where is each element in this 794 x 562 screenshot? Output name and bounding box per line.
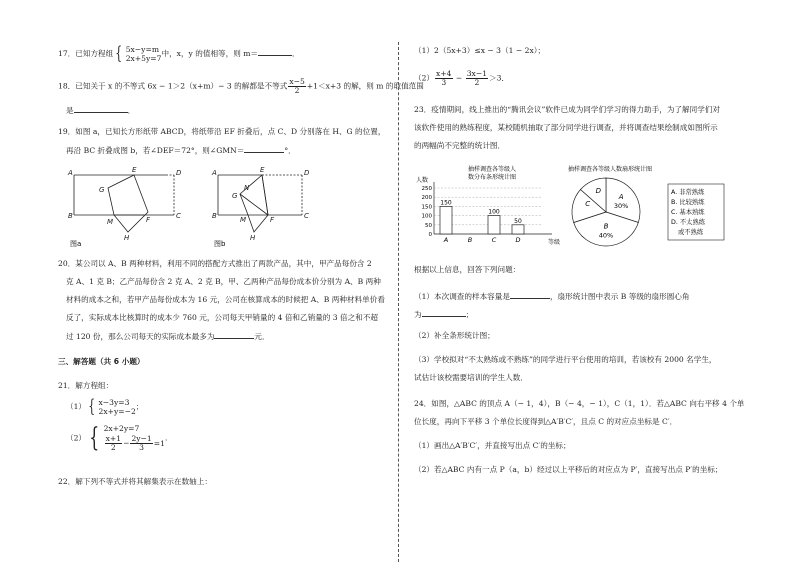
bar-A: [440, 206, 452, 234]
q18-end: ．: [127, 106, 136, 115]
y-tick-label: 100: [421, 213, 432, 220]
q17-prefix: 17．已知方程组: [58, 49, 114, 58]
label-E: E: [132, 166, 137, 174]
q24-sub1: （1）画出△A′B′C′，并直接写出点 C′的坐标；: [414, 441, 571, 450]
q17-eq1: 5x−y=m: [125, 45, 160, 54]
q23-after: 根据以上信息，回答下列问题：: [414, 265, 521, 274]
brace: {: [89, 423, 100, 453]
x-tick-C: C: [491, 236, 497, 244]
fraction: $\frac{3x-1}{2}$: [466, 69, 488, 87]
brace: {: [88, 396, 96, 417]
fraction: $\frac{2y-1}{3}$: [131, 434, 152, 452]
q18-text: 18．已知关于 x 的不等式 6x − 1＞2（x+m）− 3 的解都是不等式: [58, 81, 288, 91]
question-18-line2: [66, 104, 135, 116]
x-axis-label: 等级: [548, 239, 561, 246]
label-M: M: [240, 216, 247, 224]
data-label-D: 50: [514, 217, 522, 225]
part-label: （2）: [66, 433, 87, 443]
pie-title: 抽样调查各等级人数扇形统计图: [568, 166, 653, 173]
period: ．: [164, 433, 173, 442]
y-tick-label: 50: [425, 222, 432, 229]
q18-fraction: [288, 78, 305, 95]
x-tick-A: A: [443, 236, 449, 244]
answer-blank[interactable]: [258, 47, 292, 56]
q24-sub2: （2）若△ABC 内有一点 P（a，b）经过以上平移后的对应点为 P′，直接写出点 P′的坐标；: [414, 465, 723, 474]
x-tick-D: D: [515, 236, 521, 244]
question-19: 19．如图 a，已知长方形纸带 ABCD，将纸带沿 EF 折叠后，点 C、D 分别落在 H、G 的位置，: [58, 127, 386, 136]
label-H: H: [250, 234, 256, 242]
chart-title-line2: 数分布条形统计图: [467, 174, 517, 181]
q23-sub1: [414, 290, 689, 302]
question-21: 21．解方程组：: [58, 381, 114, 390]
q17-system: [126, 45, 162, 63]
pie-percent-B: 40%: [598, 231, 614, 240]
q23-s1: （1）本次调查的样本容量是: [414, 292, 510, 301]
legend-item: D. 不太熟练: [671, 219, 706, 226]
question-20-l2: 克 A、1 克 B；乙产品每份含 2 克 A、2 克 B，甲、乙两种产品每份成本价分别为 A、B 两种: [66, 277, 381, 286]
q17-eq2: 2x+5y=7: [125, 54, 162, 63]
figure-a: [66, 160, 196, 248]
caption-b: 图b: [214, 240, 226, 248]
question-17: [58, 45, 300, 63]
question-20-l5: [66, 330, 270, 342]
q18-text2: +1＜x+3 的解，则 m 的取值范围: [306, 81, 424, 91]
pie-label-C: C: [585, 200, 591, 209]
caption-a: 图a: [70, 240, 82, 248]
q21-system1: [98, 398, 135, 416]
pie-chart: [560, 162, 730, 252]
brace: {: [115, 43, 123, 64]
label-D: D: [176, 169, 182, 177]
fraction: $\frac{x+1}{2}$: [105, 434, 122, 452]
q17-tail: 中，x，y 的值相等，则 m＝: [161, 49, 259, 58]
label-B: B: [68, 212, 73, 220]
answer-blank[interactable]: [214, 330, 254, 339]
y-tick-label: 0: [428, 232, 432, 238]
label-D: D: [304, 169, 310, 177]
y-tick-label: 150: [421, 204, 432, 211]
eq: 2x+2y=7: [103, 424, 140, 433]
label-F: F: [146, 216, 151, 224]
figure-b: [210, 160, 330, 248]
q19-end: °．: [284, 146, 296, 155]
q20-end: 元．: [254, 332, 270, 341]
semicolon: ；: [135, 402, 144, 411]
answer-blank[interactable]: [74, 104, 128, 113]
label-A: A: [212, 169, 217, 177]
answer-blank[interactable]: [244, 144, 284, 153]
column-divider: [398, 42, 399, 562]
q18-line2: 是: [66, 106, 74, 115]
q17-end: ．: [292, 49, 300, 58]
q21-system2: [104, 424, 165, 452]
pie-label-D: D: [595, 186, 601, 195]
q23-sub1-l2: [414, 308, 473, 320]
data-label-A: 150: [440, 199, 452, 207]
pie-percent-A: 30%: [613, 202, 629, 211]
question-18: [58, 78, 424, 95]
q23-sub2: （2）补全条形统计图；: [414, 331, 495, 340]
label-C: C: [176, 212, 181, 220]
legend-item: B. 比较熟练: [671, 199, 705, 206]
q23-s1c: 为: [414, 310, 422, 319]
q23-s1b: ，扇形统计图中表示 B 等级的扇形圆心角: [549, 292, 690, 301]
label-F: F: [270, 216, 275, 224]
legend-item: C. 基本熟练: [671, 209, 705, 216]
y-axis-label: 人数: [416, 177, 429, 184]
question-23-l3: 的两幅尚不完整的统计图．: [414, 141, 506, 150]
pie-label-A: A: [618, 193, 624, 202]
question-19-line2: [66, 144, 296, 156]
q23-sub3-l2: 试估计该校需要培训的学生人数．: [414, 373, 528, 382]
label-G: G: [99, 186, 105, 194]
pie-label-B: B: [603, 222, 609, 231]
question-20-l4: 反了，实际成本比核算时的成本少 760 元，公司每天甲销量的 4 倍和乙销量的 3 倍之和不超: [66, 313, 379, 322]
label-E: E: [260, 166, 265, 174]
minus: −: [123, 438, 130, 448]
answer-blank[interactable]: [422, 308, 466, 317]
question-24-l2: 位长度，再向下平移 3 个单位长度得到△A′B′C′，且点 C 的对应点坐标是 C′．: [414, 417, 678, 426]
fraction: $\frac{x+4}{3}$: [436, 69, 452, 87]
label-A: A: [68, 169, 73, 177]
part-label: （1）: [66, 402, 87, 411]
chart-title: 抽样调查各等级人: [467, 166, 517, 173]
q23-s1d: ；: [465, 310, 474, 319]
eq: x−3y=3: [98, 398, 130, 407]
question-20: 20．某公司以 A、B 两种材料，利用不同的搭配方式推出了两款产品，其中，甲产品每份含 2: [58, 259, 372, 268]
question-24: 24．如图，△ABC 的顶点 A（− 1，4），B（− 4，− 1），C（1，1）．若△ABC 向右平移 4 个单: [414, 399, 745, 408]
label-H: H: [124, 234, 130, 242]
question-23-l2: 该软件使用的熟练程度，某校随机抽取了部分同学进行调查，并将调查结果绘制成如图所示: [414, 123, 718, 132]
q23-sub3: （3）学校拟对“不太熟练或不熟练”的同学进行平台使用的培训，若该校有 2000 名学生，: [414, 355, 717, 364]
q22-tail: ＞3．: [489, 73, 510, 83]
question-22: 22．解下列不等式并将其解集表示在数轴上：: [58, 477, 212, 486]
legend-item: A. 非常熟练: [671, 189, 705, 196]
q21-part1: [66, 398, 143, 416]
y-tick-label: 250: [421, 186, 432, 192]
part-label: （2）: [414, 73, 435, 83]
section-heading: 三、解答题（共 6 小题）: [58, 357, 145, 366]
bar-D: [512, 225, 524, 234]
q22-part1: （1）2（5x+3）≤x − 3（1 − 2x）；: [414, 46, 546, 55]
bar-chart: [414, 162, 574, 252]
q22-part2: [414, 70, 509, 87]
eq: 2x+y=−2: [98, 407, 136, 416]
eq-tail: =1: [153, 439, 165, 448]
minus: −: [453, 73, 465, 83]
q19-line2: 再沿 BC 折叠成图 b，若∠DEF＝72°，则∠GMN＝: [66, 146, 245, 155]
data-label-C: 100: [488, 208, 500, 216]
label-B: B: [212, 212, 217, 220]
y-tick-label: 200: [421, 195, 432, 202]
bar-C: [488, 216, 500, 234]
label-G: G: [232, 192, 238, 200]
label-M: M: [107, 218, 114, 226]
label-C: C: [304, 212, 309, 220]
question-23: 23．疫情期间，线上推出的“腾讯会议”软件已成为同学们学习的得力助手，为了解同学们对: [414, 105, 720, 114]
pie-legend: [668, 184, 724, 240]
legend-item: 或不熟练: [678, 229, 704, 236]
q21-part2: [66, 424, 173, 452]
x-tick-B: B: [467, 236, 473, 244]
q20-l5: 过 120 份，那么公司每天的实际成本最多为: [66, 332, 215, 341]
label-N: N: [244, 184, 250, 192]
frac-den: 2: [294, 86, 300, 95]
frac-num: x−5: [289, 77, 305, 86]
question-20-l3: 材料的成本之和，若甲产品每份成本为 16 元，公司在核算成本的时候把 A、B 两种材料单价看: [66, 295, 385, 304]
answer-blank[interactable]: [510, 290, 550, 299]
